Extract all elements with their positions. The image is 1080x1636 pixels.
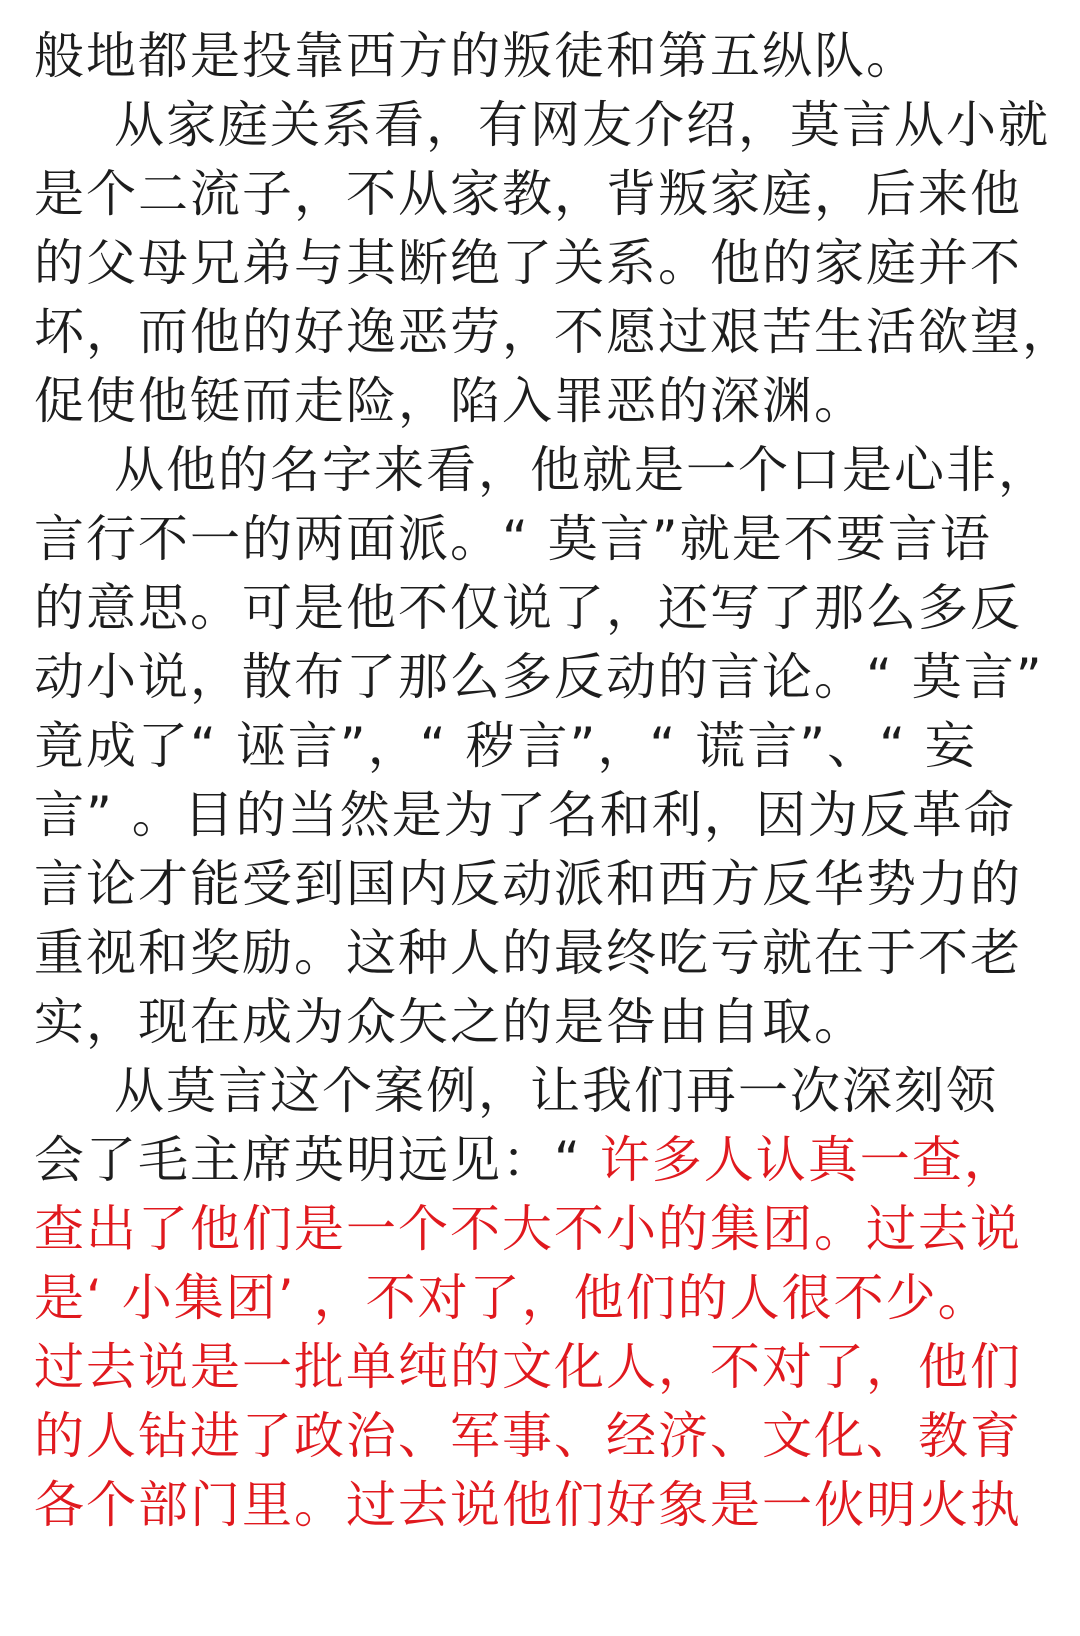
quote-intro-text: 会了毛主席英明远见：“: [34, 1131, 600, 1189]
text-line: 从莫言这个案例，让我们再一次深刻领: [114, 1062, 998, 1120]
article-body: [34, 22, 1074, 1540]
text-line: 言论才能受到国内反动派和西方反华势力的: [34, 855, 1022, 913]
text-line: 言” 。目的当然是为了名和利，因为反革命: [34, 786, 1016, 844]
quote-line: 是‘ 小集团’ ，不对了，他们的人很不少。: [34, 1269, 990, 1327]
quote-red-text: 许多人认真一查，: [599, 1131, 1016, 1189]
text-line: 重视和奖励。这种人的最终吃亏就在于不老: [34, 924, 1022, 982]
text-line: 从他的名字来看，他就是一个口是心非，: [114, 441, 1050, 499]
text-line: 的意思。可是他不仅说了，还写了那么多反: [34, 579, 1022, 637]
quote-line: 查出了他们是一个不大不小的集团。过去说: [34, 1200, 1022, 1258]
text-line: 竟成了“ 诬言”，“ 秽言”，“ 谎言”、“ 妄: [34, 717, 977, 775]
text-line: 坏，而他的好逸恶劳，不愿过艰苦生活欲望，: [34, 303, 1074, 361]
mixed-quote-line: [34, 1126, 1044, 1195]
text-line: 动小说，散布了那么多反动的言论。“ 莫言”: [34, 648, 1044, 706]
text-line: 促使他铤而走险，陷入罪恶的深渊。: [34, 372, 866, 430]
text-line: 言行不一的两面派。“ 莫言”就是不要言语: [34, 510, 992, 568]
text-line: 从家庭关系看，有网友介绍，莫言从小就: [114, 96, 1050, 154]
text-line: 实，现在成为众矢之的是咎由自取。: [34, 993, 866, 1051]
quote-line: 过去说是一批单纯的文化人，不对了，他们: [34, 1338, 1022, 1396]
quote-line: 的人钻进了政治、军事、经济、文化、教育: [34, 1407, 1022, 1465]
text-line: 的父母兄弟与其断绝了关系。他的家庭并不: [34, 234, 1022, 292]
text-line: 般地都是投靠西方的叛徒和第五纵队。: [34, 27, 918, 85]
text-line: 是个二流子，不从家教，背叛家庭，后来他: [34, 165, 1022, 223]
quote-line: 各个部门里。过去说他们好象是一伙明火执: [34, 1476, 1022, 1534]
